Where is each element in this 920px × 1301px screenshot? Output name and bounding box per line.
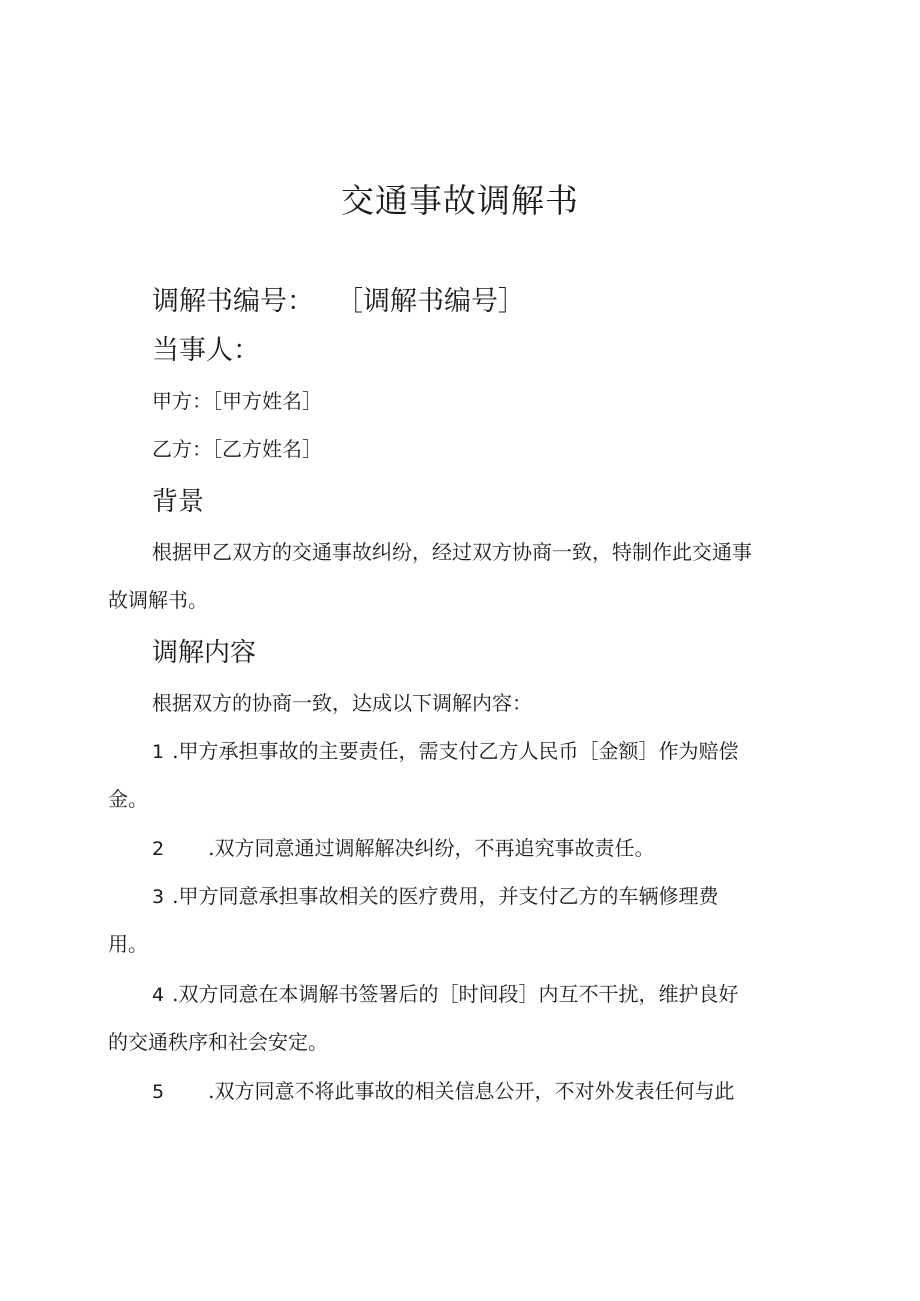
- list-item-5: [152, 1076, 734, 1107]
- list-item-3-continuation: 用。: [108, 932, 148, 956]
- list-item-number: 1: [152, 741, 165, 763]
- party-a: 甲方：［甲方姓名］: [152, 389, 322, 413]
- document-title: 交通事故调解书: [341, 181, 579, 220]
- document-number-label: 调解书编号：: [152, 286, 314, 317]
- list-item-3: [152, 881, 718, 912]
- list-item-number: 4: [152, 984, 165, 1006]
- list-item-number: 5: [152, 1081, 165, 1103]
- list-item-1: [152, 736, 738, 767]
- list-item-number: 2: [152, 838, 165, 860]
- document-number-value: ［调解书编号］: [336, 286, 525, 317]
- list-item-1-continuation: 金。: [108, 787, 148, 811]
- document-number-row: [152, 282, 525, 322]
- list-item-text: .双方同意在本调解书签署后的［时间段］内互不干扰，维护良好: [172, 982, 739, 1006]
- list-item-text: .双方同意不将此事故的相关信息公开，不对外发表任何与此: [208, 1079, 735, 1103]
- content-intro: 根据双方的协商一致，达成以下调解内容：: [152, 691, 532, 715]
- content-heading: 调解内容: [152, 638, 257, 668]
- list-item-4: [152, 979, 738, 1010]
- list-item-4-continuation: 的交通秩序和社会安定。: [108, 1030, 328, 1054]
- list-item-2: [152, 833, 654, 864]
- list-item-text: .甲方承担事故的主要责任，需支付乙方人民币［金额］作为赔偿: [172, 739, 739, 763]
- party-b: 乙方：［乙方姓名］: [152, 437, 322, 461]
- list-item-number: 3: [152, 886, 165, 908]
- list-item-text: .甲方同意承担事故相关的医疗费用，并支付乙方的车辆修理费: [172, 884, 719, 908]
- background-heading: 背景: [152, 487, 205, 517]
- parties-heading: 当事人：: [152, 335, 260, 366]
- background-paragraph-line2: 故调解书。: [108, 588, 208, 612]
- list-item-text: .双方同意通过调解解决纠纷，不再追究事故责任。: [208, 836, 655, 860]
- background-paragraph-line1: 根据甲乙双方的交通事故纠纷，经过双方协商一致，特制作此交通事: [152, 540, 752, 564]
